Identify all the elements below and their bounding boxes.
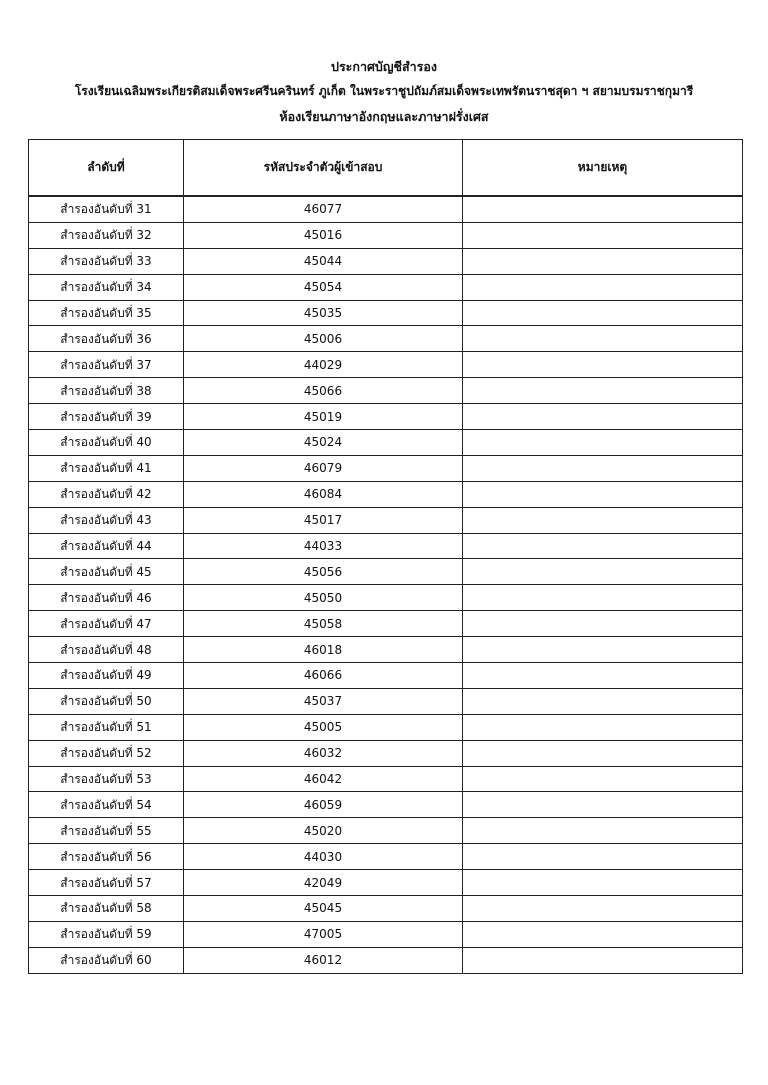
remark-cell bbox=[463, 585, 743, 611]
rank-cell: สำรองอันดับที่ 60 bbox=[29, 947, 184, 973]
remark-cell bbox=[463, 274, 743, 300]
exam-id-cell: 46084 bbox=[184, 481, 463, 507]
rank-cell: สำรองอันดับที่ 58 bbox=[29, 896, 184, 922]
remark-cell bbox=[463, 404, 743, 430]
rank-cell: สำรองอันดับที่ 41 bbox=[29, 455, 184, 481]
exam-id-cell: 46032 bbox=[184, 740, 463, 766]
remark-cell bbox=[463, 533, 743, 559]
rank-cell: สำรองอันดับที่ 52 bbox=[29, 740, 184, 766]
exam-id-cell: 46077 bbox=[184, 196, 463, 222]
remark-cell bbox=[463, 300, 743, 326]
remark-cell bbox=[463, 688, 743, 714]
rank-cell: สำรองอันดับที่ 35 bbox=[29, 300, 184, 326]
rank-cell: สำรองอันดับที่ 33 bbox=[29, 248, 184, 274]
rank-cell: สำรองอันดับที่ 47 bbox=[29, 611, 184, 637]
table-row bbox=[29, 274, 743, 300]
table-row bbox=[29, 585, 743, 611]
table-row bbox=[29, 222, 743, 248]
table-row bbox=[29, 921, 743, 947]
table-row bbox=[29, 378, 743, 404]
table-row bbox=[29, 248, 743, 274]
table-row bbox=[29, 844, 743, 870]
remark-cell bbox=[463, 766, 743, 792]
exam-id-cell: 45050 bbox=[184, 585, 463, 611]
exam-id-cell: 45054 bbox=[184, 274, 463, 300]
exam-id-cell: 46042 bbox=[184, 766, 463, 792]
exam-id-cell: 44030 bbox=[184, 844, 463, 870]
table-row bbox=[29, 714, 743, 740]
rank-cell: สำรองอันดับที่ 36 bbox=[29, 326, 184, 352]
exam-id-cell: 45066 bbox=[184, 378, 463, 404]
table-row bbox=[29, 766, 743, 792]
rank-cell: สำรองอันดับที่ 56 bbox=[29, 844, 184, 870]
rank-cell: สำรองอันดับที่ 54 bbox=[29, 792, 184, 818]
rank-cell: สำรองอันดับที่ 34 bbox=[29, 274, 184, 300]
remark-cell bbox=[463, 481, 743, 507]
exam-id-cell: 45017 bbox=[184, 507, 463, 533]
remark-cell bbox=[463, 870, 743, 896]
exam-id-cell: 46079 bbox=[184, 455, 463, 481]
table-row bbox=[29, 404, 743, 430]
table-row bbox=[29, 559, 743, 585]
exam-id-cell: 45019 bbox=[184, 404, 463, 430]
rank-cell: สำรองอันดับที่ 46 bbox=[29, 585, 184, 611]
column-header-remark: หมายเหตุ bbox=[463, 140, 743, 197]
rank-cell: สำรองอันดับที่ 31 bbox=[29, 196, 184, 222]
rank-cell: สำรองอันดับที่ 42 bbox=[29, 481, 184, 507]
remark-cell bbox=[463, 714, 743, 740]
remark-cell bbox=[463, 740, 743, 766]
table-row bbox=[29, 947, 743, 973]
exam-id-cell: 45016 bbox=[184, 222, 463, 248]
remark-cell bbox=[463, 222, 743, 248]
rank-cell: สำรองอันดับที่ 57 bbox=[29, 870, 184, 896]
exam-id-cell: 46012 bbox=[184, 947, 463, 973]
exam-id-cell: 44029 bbox=[184, 352, 463, 378]
remark-cell bbox=[463, 844, 743, 870]
exam-id-cell: 46018 bbox=[184, 637, 463, 663]
table-row bbox=[29, 481, 743, 507]
exam-id-cell: 45056 bbox=[184, 559, 463, 585]
exam-id-cell: 46066 bbox=[184, 663, 463, 689]
rank-cell: สำรองอันดับที่ 43 bbox=[29, 507, 184, 533]
rank-cell: สำรองอันดับที่ 48 bbox=[29, 637, 184, 663]
rank-cell: สำรองอันดับที่ 53 bbox=[29, 766, 184, 792]
remark-cell bbox=[463, 896, 743, 922]
table-row bbox=[29, 533, 743, 559]
exam-id-cell: 45020 bbox=[184, 818, 463, 844]
table-row bbox=[29, 300, 743, 326]
remark-cell bbox=[463, 637, 743, 663]
table-row bbox=[29, 792, 743, 818]
rank-cell: สำรองอันดับที่ 45 bbox=[29, 559, 184, 585]
exam-id-cell: 45037 bbox=[184, 688, 463, 714]
table-row bbox=[29, 455, 743, 481]
remark-cell bbox=[463, 663, 743, 689]
exam-id-cell: 45024 bbox=[184, 430, 463, 456]
rank-cell: สำรองอันดับที่ 55 bbox=[29, 818, 184, 844]
program-name: ห้องเรียนภาษาอังกฤษและภาษาฝรั่งเศส bbox=[279, 109, 489, 124]
rank-cell: สำรองอันดับที่ 32 bbox=[29, 222, 184, 248]
table-row bbox=[29, 740, 743, 766]
exam-id-cell: 45006 bbox=[184, 326, 463, 352]
remark-cell bbox=[463, 455, 743, 481]
table-row bbox=[29, 326, 743, 352]
rank-cell: สำรองอันดับที่ 51 bbox=[29, 714, 184, 740]
rank-cell: สำรองอันดับที่ 39 bbox=[29, 404, 184, 430]
rank-cell: สำรองอันดับที่ 49 bbox=[29, 663, 184, 689]
exam-id-cell: 45035 bbox=[184, 300, 463, 326]
remark-cell bbox=[463, 196, 743, 222]
rank-cell: สำรองอันดับที่ 50 bbox=[29, 688, 184, 714]
table-row bbox=[29, 637, 743, 663]
column-header-rank: ลำดับที่ bbox=[29, 140, 184, 197]
exam-id-cell: 45044 bbox=[184, 248, 463, 274]
remark-cell bbox=[463, 378, 743, 404]
exam-id-cell: 45058 bbox=[184, 611, 463, 637]
remark-cell bbox=[463, 818, 743, 844]
exam-id-cell: 47005 bbox=[184, 921, 463, 947]
exam-id-cell: 45045 bbox=[184, 896, 463, 922]
table-row bbox=[29, 196, 743, 222]
exam-id-cell: 46059 bbox=[184, 792, 463, 818]
remark-cell bbox=[463, 248, 743, 274]
table-row bbox=[29, 430, 743, 456]
rank-cell: สำรองอันดับที่ 59 bbox=[29, 921, 184, 947]
remark-cell bbox=[463, 326, 743, 352]
remark-cell bbox=[463, 430, 743, 456]
exam-id-cell: 44033 bbox=[184, 533, 463, 559]
remark-cell bbox=[463, 921, 743, 947]
table-row bbox=[29, 896, 743, 922]
exam-id-cell: 45005 bbox=[184, 714, 463, 740]
rank-cell: สำรองอันดับที่ 37 bbox=[29, 352, 184, 378]
rank-cell: สำรองอันดับที่ 44 bbox=[29, 533, 184, 559]
rank-cell: สำรองอันดับที่ 40 bbox=[29, 430, 184, 456]
table-row bbox=[29, 818, 743, 844]
table-row bbox=[29, 352, 743, 378]
announcement-title: ประกาศบัญชีสำรอง bbox=[331, 59, 437, 74]
table-row bbox=[29, 870, 743, 896]
column-header-exam-id: รหัสประจำตัวผู้เข้าสอบ bbox=[184, 140, 463, 197]
remark-cell bbox=[463, 792, 743, 818]
remark-cell bbox=[463, 352, 743, 378]
remark-cell bbox=[463, 507, 743, 533]
table-header-row bbox=[29, 140, 743, 197]
table-row bbox=[29, 611, 743, 637]
remark-cell bbox=[463, 611, 743, 637]
rank-cell: สำรองอันดับที่ 38 bbox=[29, 378, 184, 404]
reserve-list-table bbox=[28, 139, 743, 974]
table-row bbox=[29, 688, 743, 714]
table-row bbox=[29, 663, 743, 689]
remark-cell bbox=[463, 559, 743, 585]
exam-id-cell: 42049 bbox=[184, 870, 463, 896]
school-name: โรงเรียนเฉลิมพระเกียรติสมเด็จพระศรีนครินทร์ ภูเก็ต ในพระราชูปถัมภ์สมเด็จพระเทพรัตนราชสุดา ฯ สยามบรมราชกุมารี bbox=[74, 84, 694, 98]
table-row bbox=[29, 507, 743, 533]
remark-cell bbox=[463, 947, 743, 973]
